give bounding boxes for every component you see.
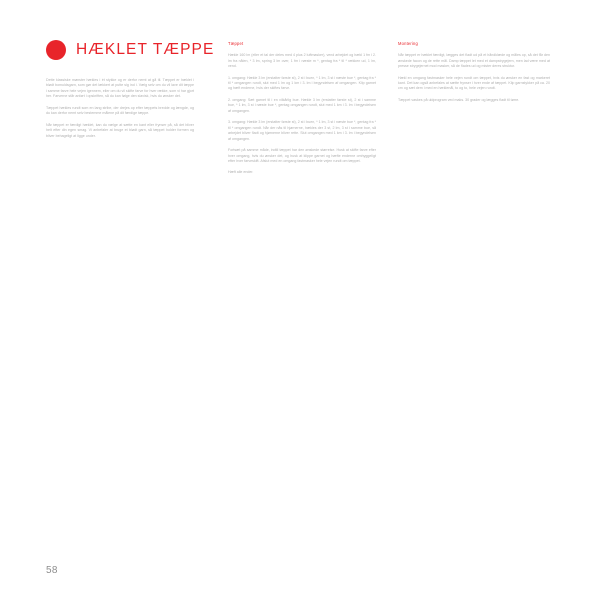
paragraph: Hækl en omgang fastmasker hele vejen rundt om tæppet, hvis du ønsker en fast og markeret kant. Det kan også anbefales at sætte frynser i hver ende af tæppet. Klip garnstykker på ca. 20 cm og sæt dem i med en hæklenål, to og to, hele vejen rundt. [398, 75, 550, 91]
intro-column [46, 78, 194, 145]
paragraph: Tæppet hækles rundt som en lang stribe, der drejes op efter tæppets bredde og længde, og du kan derfor nemt selv bestemme målene på dit færdige tæppe. [46, 105, 194, 116]
paragraph: Dette klassiske mønster hækles i ét stykke og er derfor nemt at gå til. Tæppet er hæklet i blødt bomuldsgarn, som gør det lækkert at putte sig ind i. Vælg selv om du vil lave dit tæppe i samme farve hele vejen igennem, eller om du vil skifte farve for hver række, som vi har gjort her. Farverne står anført i opskriften, så du kan følge den slavisk, hvis du ønsker det. [46, 78, 195, 99]
pattern-column [228, 41, 376, 182]
paragraph: 2. omgang: Sæt garnet til i en vilkårlig bue. Hækle 3 lm (erstatter første st), 2 st i samme bue, * 1 lm, 3 st i næste bue *, gentag omgangen rundt, slut med 1 km i 3. lm i begyndelsen af omgangen. [228, 97, 376, 113]
paragraph: Fortsæt på samme måde, indtil tæppet har den ønskede størrelse. Husk at skifte farve efter hver omgang, hvis du ønsker det, og husk at klippe garnet og hæfte enderne omhyggeligt efter hver farveskift. Afslut med en omgang fastmasker hele vejen rundt om tæppet. [228, 148, 376, 164]
paragraph: 1. omgang: Hækle 3 lm (erstatter første st), 2 st i buen, * 1 lm, 3 st i næste bue *, gentag fra * til * omgangen rundt, slut med 1 lm og 1 km i 3. lm i begyndelsen af omgangen. Klip garnet og hæft enderne, hvis der skiftes farve. [228, 75, 377, 91]
bullet-dot-icon [46, 40, 66, 60]
paragraph: Når tæppet er hæklet færdigt, lægges det fladt ud på et håndklæde og måles op, så det får den ønskede facon og de rette mål. Damp tæppet let med et dampstrygejern, men lad være med at presse strygejernet mod masker, så de flades ud og mister deres struktur. [398, 53, 550, 69]
paragraph: Tæppet vaskes på uldprogram ved maks. 30 grader og lægges fladt til tørre. [398, 97, 520, 102]
page-title-text: HÆKLET TÆPPE [76, 41, 215, 58]
paragraph: Hækle 160 lm (eller et tal der deles med 4 plus 2 luftmasker), vend arbejdet og hækl 1 fm i 2. lm fra nålen, * 3 lm, spring 3 lm over, 1 fm i næste m *, gentag fra * til * rækken ud, 1 lm, vend. [228, 53, 376, 69]
page-number: 58 [46, 565, 58, 576]
paragraph: 3. omgang: Hækle 3 lm (erstatter første st), 2 st i buen, * 1 lm, 3 st i næste bue *, gentag fra * til * omgangen rundt. Når der nås til hjørnerne, hækles der 3 st, 2 lm, 3 st i samme bue, så arbejdet bliver fladt og hjørnerne bliver rette. Slut omgangen med 1 km i 3. lm i begyndelsen af omgangen. [228, 120, 377, 141]
paragraph: Når tæppet er færdigt hæklet, kan du vælge at sætte en kant eller frynser på, så det bliver helt efter din egen smag. Vi anbefaler at bruge et blødt garn, så tæppet holder formen og bliver behageligt at ligge under. [46, 122, 194, 138]
finishing-heading: Montering [398, 41, 419, 46]
pattern-heading: Tæppet [228, 41, 244, 46]
paragraph: Hæft alle ender. [228, 170, 254, 175]
finishing-column [398, 41, 550, 109]
page-title [46, 40, 214, 60]
